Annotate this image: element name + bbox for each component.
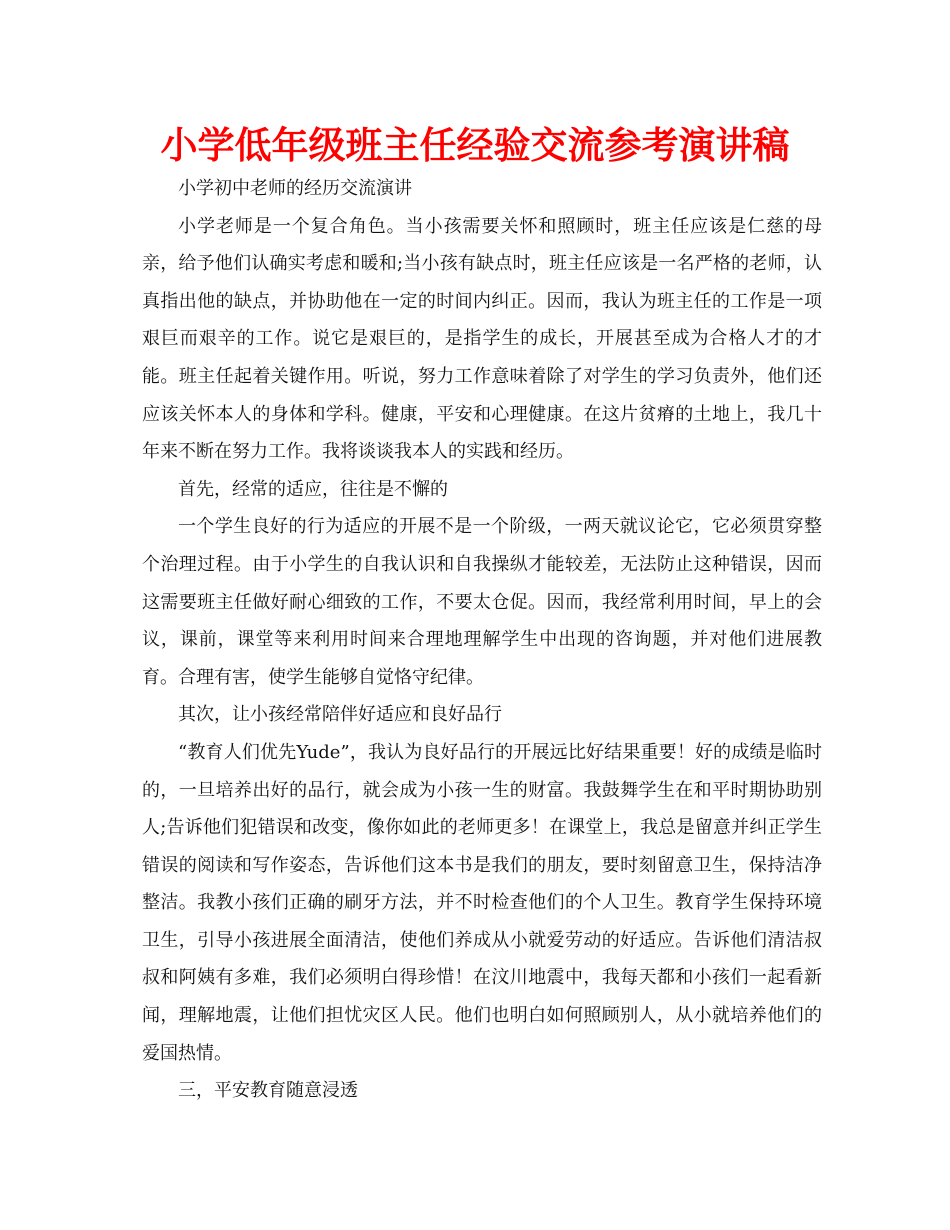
paragraph: 一个学生良好的行为适应的开展不是一个阶级，一两天就议论它，它必须贯穿整个治理过程。由于小学生的自我认识和自我操纵才能较差，无法防止这种错误，因而这需要班主任做好耐心细致的工作，不要太仓促。因而，我经常利用时间，早上的会议，课前，课堂等来利用时间来合理地理解学生中出现的咨询题，并对他们进展教育。合理有害，使学生能够自觉恪守纪律。 (142, 516, 822, 688)
paragraph: 小学老师是一个复合角色。当小孩需要关怀和照顾时，班主任应该是仁慈的母亲，给予他们认确实考虑和暖和;当小孩有缺点时，班主任应该是一名严格的老师，认真指出他的缺点，并协助他在一定的时间内纠正。因而，我认为班主任的工作是一项艰巨而艰辛的工作。说它是艰巨的，是指学生的成长，开展甚至成为合格人才的才能。班主任起着关键作用。听说，努力工作意味着除了对学生的学习负责外，他们还应该关怀本人的身体和学科。健康，平安和心理健康。在这片贫瘠的土地上，我几十年来不断在努力工作。我将谈谈我本人的实践和经历。 (142, 215, 822, 463)
document-body (142, 170, 822, 1110)
paragraph-subtitle: 小学初中老师的经历交流演讲 (178, 178, 412, 199)
section-heading: 三，平安教育随意浸透 (178, 1080, 358, 1102)
section-heading: 首先，经常的适应，往往是不懈的 (178, 478, 448, 500)
paragraph: “教育人们优先Yude”，我认为良好品行的开展远比好结果重要！好的成绩是临时的，一旦培养出好的品行，就会成为小孩一生的财富。我鼓舞学生在和平时期协助别人;告诉他们犯错误和改变，像你如此的老师更多！在课堂上，我总是留意并纠正学生错误的阅读和写作姿态，告诉他们这本书是我们的朋友，要时刻留意卫生，保持洁净整洁。我教小孩们正确的刷牙方法，并不时检查他们的个人卫生。教育学生保持环境卫生，引导小孩进展全面清洁，使他们养成从小就爱劳动的好适应。告诉他们清洁叔叔和阿姨有多难，我们必须明白得珍惜！在汶川地震中，我每天都和小孩们一起看新闻，理解地震，让他们担忧灾区人民。他们也明白如何照顾别人，从小就培养他们的爱国热情。 (142, 741, 822, 1064)
document-title: 小学低年级班主任经验交流参考演讲稿 (160, 124, 790, 167)
section-heading: 其次，让小孩经常陪伴好适应和良好品行 (178, 704, 502, 726)
